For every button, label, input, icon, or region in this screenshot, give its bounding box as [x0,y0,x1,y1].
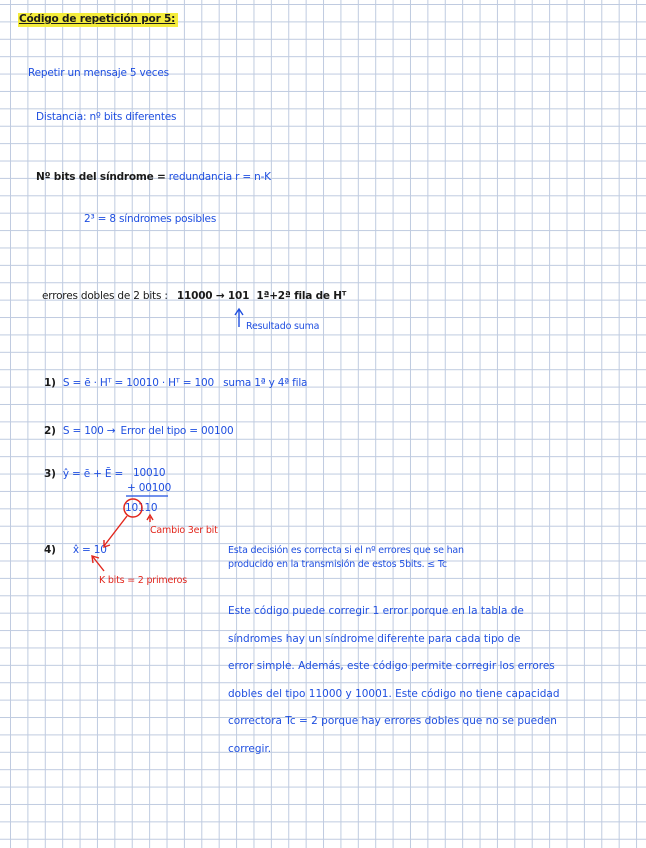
blue-up-arrow [235,309,243,327]
errores-label: errores dobles de 2 bits : [42,290,168,302]
paragraph-line: correctora Tc = 2 porque hay errores dobles que no se pueden [228,715,557,727]
red-arrow-kbits [92,556,104,571]
red-arrow-cambio [147,515,153,522]
step-1-note: suma 1ª y 4ª fila [223,377,308,389]
step-3-num: 3) [44,468,56,480]
sindrome-value: redundancia r = n-K [168,171,271,183]
step-1-num: 1) [44,377,56,389]
repetir-text: Repetir un mensaje 5 veces [28,67,169,79]
decision-line-2: producido en la transmisión de estos 5bits. ≤ Tc [228,559,447,570]
resultado-suma-note: Resultado suma [246,321,320,332]
step-3-expr: ŷ = ē + Ē = [62,468,124,480]
paragraph-line: síndromes hay un síndrome diferente para cada tipo de [228,632,521,645]
posibles-text: 2³ = 8 síndromes posibles [84,213,217,225]
step-4-expr: x̂ = 10 [72,544,107,556]
step-3-result-circled: 10 [125,502,138,514]
sindrome-label: Nº bits del síndrome = [36,171,166,183]
paragraph-line: dobles del tipo 11000 y 10001. Este código no tiene capacidad [228,687,560,700]
paragraph-line: error simple. Además, este código permite corregir los errores [228,660,555,672]
cambio-annotation: Cambio 3er bit [150,525,218,536]
result-circle [124,499,142,517]
paragraph-line: corregir. [228,742,272,755]
step-2-num: 2) [44,425,56,437]
kbits-annotation: K bits = 2 primeros [99,575,187,586]
step-3-mid: + 00100 [127,482,172,494]
step-2-note: Error del tipo = 00100 [120,425,234,437]
errores-fila: 1ª+2ª fila de Hᵀ [256,290,347,302]
distancia-text: Distancia: nº bits diferentes [36,111,177,123]
step-2-expr: S = 100 → [62,425,116,437]
step-1-expr: S = ē · Hᵀ = 10010 · Hᵀ = 100 [62,377,214,389]
step-3-result-rest: 110 [137,502,158,514]
step-4-num: 4) [44,544,56,556]
page-title: Código de repetición por 5: [18,13,178,27]
decision-line-1: Esta decisión es correcta si el nº errores que se han [228,545,464,556]
errores-calc: 11000 → 101 [176,290,250,302]
paragraph-line: Este código puede corregir 1 error porque en la tabla de [228,605,524,617]
step-3-top: 10010 [133,467,166,479]
red-arrow-to-x [104,516,127,547]
